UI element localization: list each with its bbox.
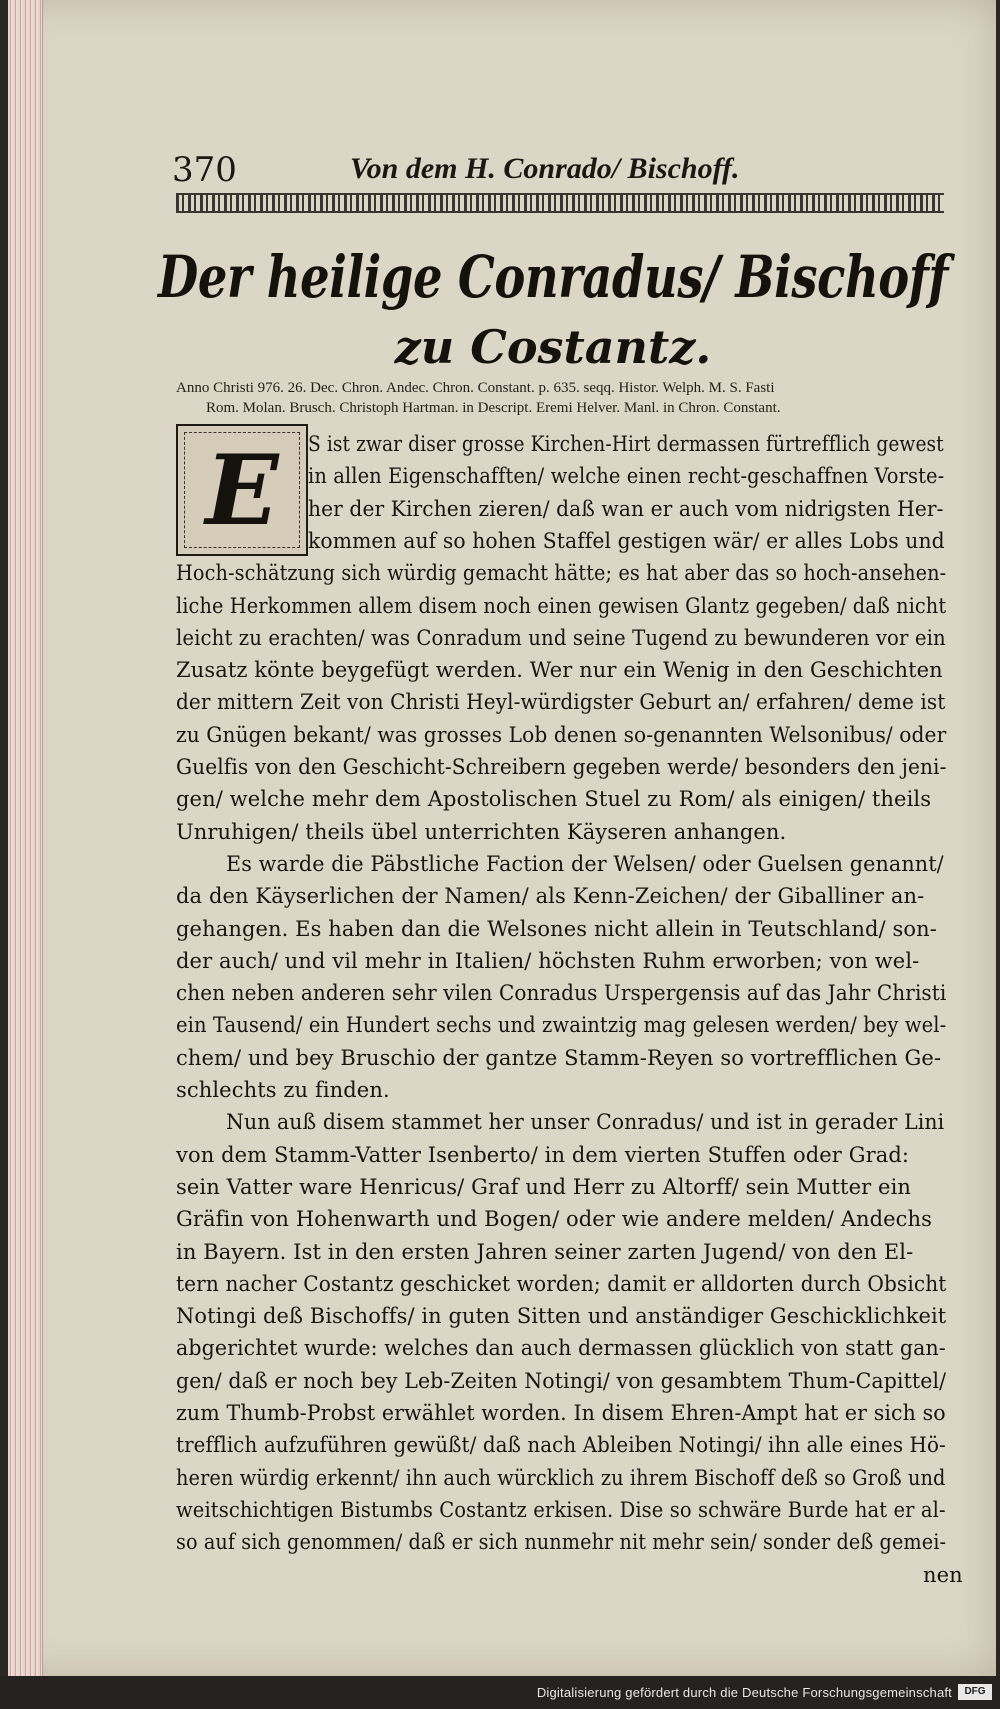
text-line: zu Gnügen bekant/ was grosses Lob denen so-genannten Welsonibus/ oder bbox=[176, 722, 947, 747]
text-line: gen/ daß er noch bey Leb-Zeiten Notingi/ von gesambtem Thum-Capittel/ bbox=[176, 1368, 947, 1393]
text-line: zum Thumb-Probst erwählet worden. In disem Ehren-Ampt hat er sich so bbox=[176, 1401, 946, 1425]
footer-credit: Digitalisierung gefördert durch die Deutsche Forschungsgemeinschaft bbox=[536, 1685, 952, 1700]
initial-ornament bbox=[184, 432, 300, 548]
text-line: in Bayern. Ist in den ersten Jahren seiner zarten Jugend/ von den El- bbox=[176, 1239, 914, 1264]
running-title: Von dem H. Conrado/ Bischoff. bbox=[350, 152, 740, 185]
text-line: leicht zu erachten/ was Conradum und seine Tugend zu bewunderen vor ein bbox=[176, 625, 946, 650]
text-line: schlechts zu finden. bbox=[176, 1078, 390, 1102]
text-line: in allen Eigenschafften/ welche einen recht-geschaffnen Vorste- bbox=[308, 464, 945, 489]
text-line: chen neben anderen sehr vilen Conradus Urspergensis auf das Jahr Christi bbox=[176, 981, 947, 1006]
source-citation-line: Anno Christi 976. 26. Dec. Chron. Andec. Chron. Constant. p. 635. seqq. Histor. Welph. M. S. Fasti bbox=[176, 380, 775, 396]
text-line: so auf sich genommen/ daß er sich nunmehr nit mehr sein/ sonder deß gemei- bbox=[176, 1530, 947, 1555]
text-line: sein Vatter ware Henricus/ Graf und Herr zu Altorff/ sein Mutter ein bbox=[176, 1174, 912, 1199]
text-line: Guelfis von den Geschicht-Schreibern gegeben werde/ besonders den jeni- bbox=[176, 755, 947, 779]
text-line: S ist zwar diser grosse Kirchen-Hirt dermassen fürtrefflich gewest bbox=[308, 432, 944, 456]
text-line: nen bbox=[923, 1562, 963, 1587]
text-line: trefflich aufzuführen gewüßt/ daß nach Ableiben Notingi/ ihn alle eines Hö- bbox=[176, 1433, 946, 1458]
text-line: Zusatz könte beygefügt werden. Wer nur ein Wenig in den Geschichten bbox=[176, 658, 943, 683]
text-line: von dem Stamm-Vatter Isenberto/ in dem vierten Stuffen oder Grad: bbox=[176, 1142, 910, 1167]
text-line: Unruhigen/ theils übel unterrichten Käyseren anhangen. bbox=[176, 819, 787, 844]
source-citation-line: Rom. Molan. Brusch. Christoph Hartman. in Descript. Eremi Helver. Manl. in Chron. Constant. bbox=[206, 400, 781, 416]
text-line: chem/ und bey Bruschio der gantze Stamm-Reyen so vortrefflichen Ge- bbox=[176, 1045, 942, 1070]
digitization-footer bbox=[0, 1676, 1000, 1709]
text-line: der auch/ und vil mehr in Italien/ höchsten Ruhm erworben; von wel- bbox=[176, 948, 920, 973]
chapter-title-continuation: zu Costantz. bbox=[394, 320, 712, 374]
text-line: Hoch-schätzung sich würdig gemacht hätte; es hat aber das so hoch-ansehen- bbox=[176, 561, 947, 586]
text-line: heren würdig erkennt/ ihn auch würcklich zu ihrem Bischoff deß so Groß und bbox=[176, 1465, 946, 1490]
page-edge bbox=[8, 0, 43, 1676]
text-line: liche Herkommen allem disem noch einen gewisen Glantz gegeben/ daß nicht bbox=[176, 593, 947, 618]
text-line: da den Käyserlichen der Namen/ als Kenn-Zeichen/ der Giballiner an- bbox=[176, 884, 925, 909]
text-line: gen/ welche mehr dem Apostolischen Stuel zu Rom/ als einigen/ theils bbox=[176, 787, 932, 812]
text-line: Es warde die Päbstliche Faction der Welsen/ oder Guelsen genannt/ bbox=[226, 851, 944, 876]
text-line: weitschichtigen Bistumbs Costantz erkisen. Dise so schwäre Burde hat er al- bbox=[176, 1497, 946, 1522]
book-page bbox=[8, 0, 996, 1676]
text-line: tern nacher Costantz geschicket worden; damit er alldorten durch Obsicht bbox=[176, 1271, 947, 1296]
dfg-logo: DFG bbox=[958, 1684, 992, 1700]
text-line: Notingi deß Bischoffs/ in guten Sitten und anständiger Geschicklichkeit bbox=[176, 1304, 947, 1329]
initial-letter: E bbox=[205, 433, 279, 547]
decorated-initial bbox=[176, 424, 308, 556]
text-line: kommen auf so hohen Staffel gestigen wär/ er alles Lobs und bbox=[308, 528, 945, 553]
text-line: der mittern Zeit von Christi Heyl-würdigster Geburt an/ erfahren/ deme ist bbox=[176, 690, 946, 715]
text-line: ein Tausend/ ein Hundert sechs und zwaintzig mag gelesen werden/ bey wel- bbox=[176, 1013, 947, 1038]
text-line: gehangen. Es haben dan die Welsones nicht allein in Teutschland/ son- bbox=[176, 916, 937, 941]
text-line: Gräfin von Hohenwarth und Bogen/ oder wie andere melden/ Andechs bbox=[176, 1207, 933, 1232]
page-number: 370 bbox=[172, 150, 237, 190]
chapter-title: Der heilige Conradus/ Bischoff bbox=[158, 243, 948, 311]
ornamental-rule bbox=[176, 193, 944, 213]
text-line: Nun auß disem stammet her unser Conradus/ und ist in gerader Lini bbox=[226, 1110, 945, 1135]
text-line: abgerichtet wurde: welches dan auch dermassen glücklich von statt gan- bbox=[176, 1336, 946, 1361]
text-line: her der Kirchen zieren/ daß wan er auch vom nidrigsten Her- bbox=[308, 496, 944, 521]
